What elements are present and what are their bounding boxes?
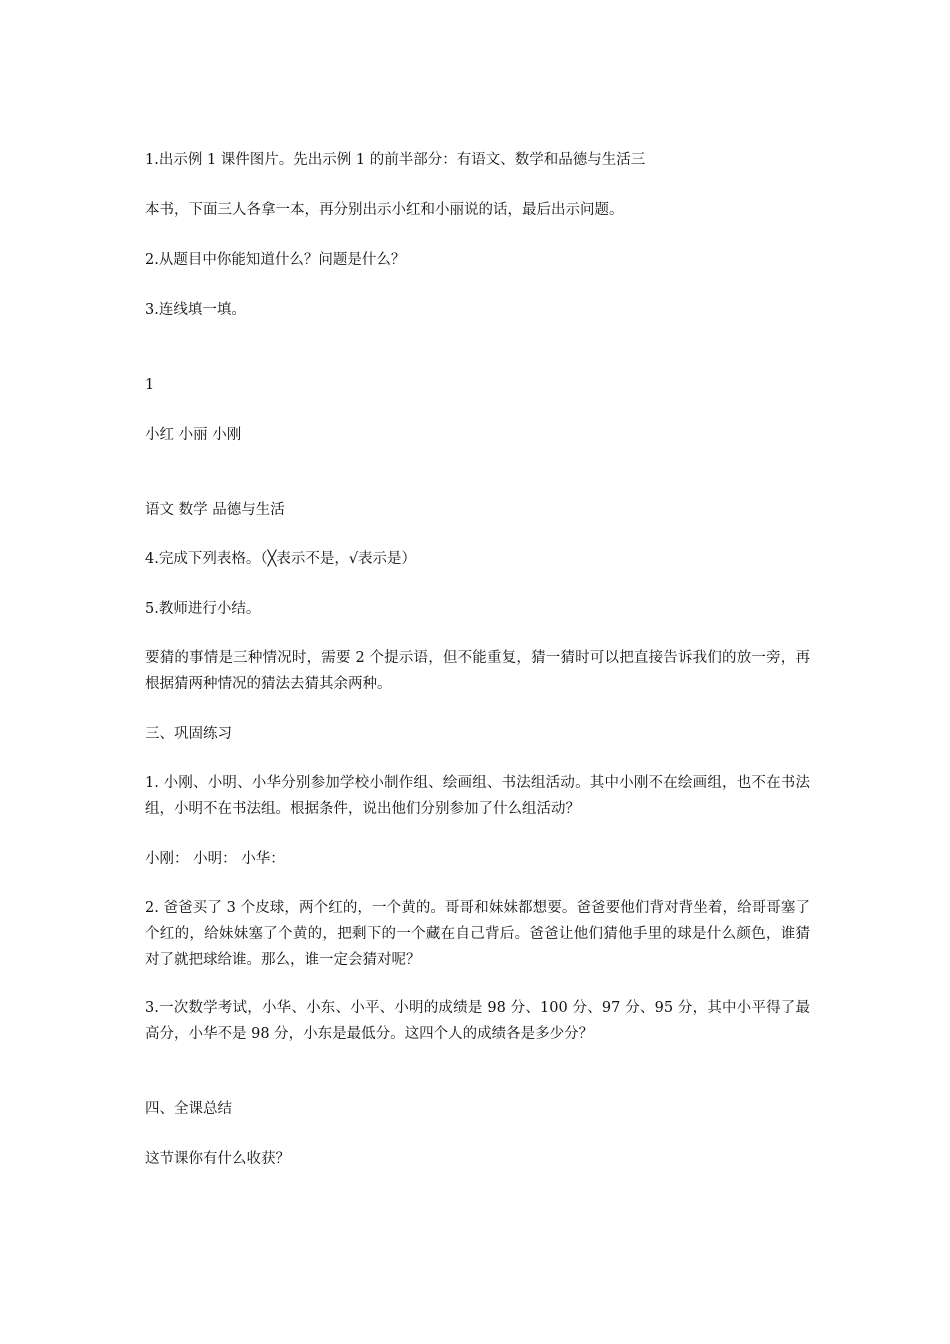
paragraph-step-5: 5.教师进行小结。 [145, 601, 261, 617]
exercise-1: 1. 小刚、小明、小华分别参加学校小制作组、绘画组、书法组活动。其中小刚不在绘画组，也不在书法组，小明不在书法组。根据条件，说出他们分别参加了什么组活动？ [145, 775, 810, 817]
summary-paragraph: 要猜的事情是三种情况时，需要 2 个提示语，但不能重复，猜一猜时可以把直接告诉我们的放一旁，再根据猜两种情况的猜法去猜其余两种。 [145, 650, 810, 692]
paragraph-step-1: 1.出示例 1 课件图片。先出示例 1 的前半部分：有语文、数学和品德与生活三 [145, 152, 646, 168]
figure-label-1: 1 [145, 377, 155, 393]
exercise-1-answer-line: 小刚： 小明： 小华： [145, 851, 285, 867]
closing-question: 这节课你有什么收获？ [145, 1151, 290, 1167]
paragraph-step-3: 3.连线填一填。 [145, 302, 246, 318]
section-heading-practice: 三、巩固练习 [145, 726, 232, 742]
paragraph-step-4: 4.完成下列表格。（╳表示不是，√表示是） [145, 551, 417, 567]
subjects-line: 语文 数学 品德与生活 [145, 502, 285, 518]
paragraph-step-2: 2.从题目中你能知道什么？问题是什么？ [145, 252, 406, 268]
exercise-3: 3.一次数学考试，小华、小东、小平、小明的成绩是 98 分、100 分、97 分、95 分，其中小平得了最高分，小华不是 98 分，小东是最低分。这四个人的成绩各是多少分？ [145, 1000, 810, 1042]
section-heading-summary: 四、全课总结 [145, 1101, 232, 1117]
paragraph-step-1-continued: 本书，下面三人各拿一本，再分别出示小红和小丽说的话，最后出示问题。 [145, 202, 624, 218]
names-line: 小红 小丽 小刚 [145, 427, 242, 443]
exercise-2: 2. 爸爸买了 3 个皮球，两个红的，一个黄的。哥哥和妹妹都想要。爸爸要他们背对背坐着，给哥哥塞了个红的，给妹妹塞了个黄的，把剩下的一个藏在自己背后。爸爸让他们猜他手里的球是什么颜色，谁猜对了就把球给谁。那么，谁一定会猜对呢？ [145, 900, 810, 968]
